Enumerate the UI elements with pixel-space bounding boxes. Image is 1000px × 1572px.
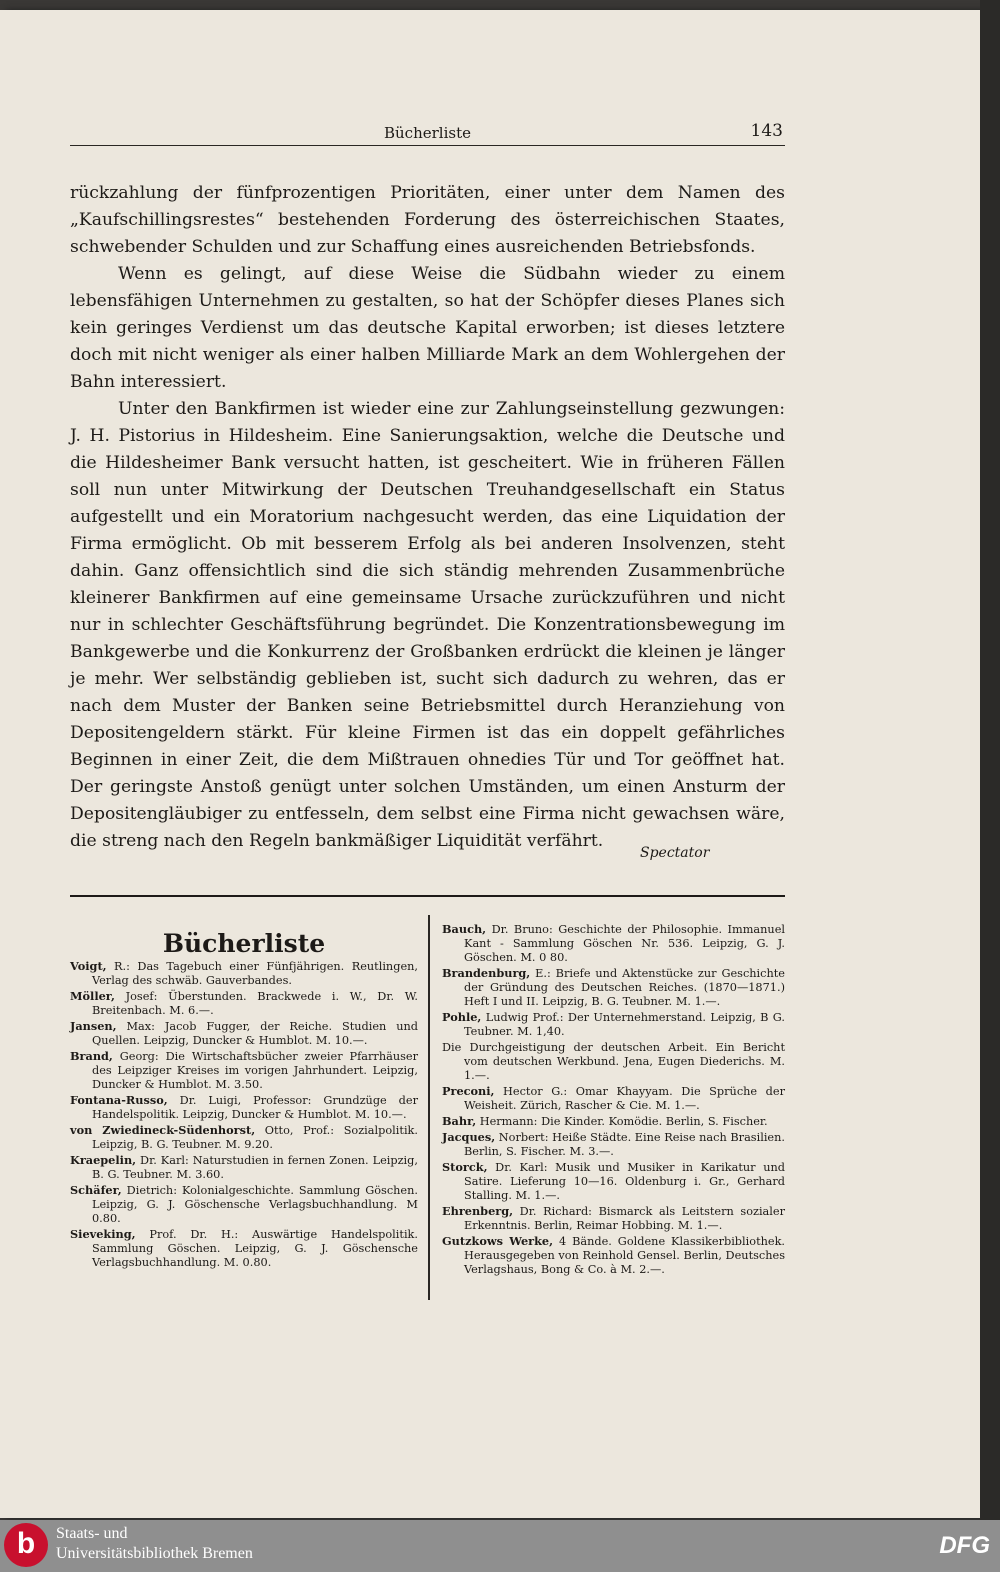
book-author: Ehrenberg, — [442, 1204, 514, 1218]
booklist-column-2 — [442, 922, 785, 1278]
running-title: Bücherliste — [384, 124, 471, 142]
book-author: Brandenburg, — [442, 966, 531, 980]
book-author: Gutzkows Werke, — [442, 1234, 554, 1248]
book-details: Hector G.: Omar Khayyam. Die Sprüche der Weisheit. Zürich, Rascher & Cie. M. 1.—. — [464, 1085, 785, 1112]
book-entry — [70, 1227, 418, 1270]
author-signature: Spectator — [640, 845, 710, 861]
book-details: Josef: Überstunden. Brackwede i. W., Dr. W. Breitenbach. M. 6.—. — [92, 990, 418, 1017]
book-entry — [70, 1123, 418, 1152]
article-body — [70, 180, 785, 855]
book-entry — [442, 1040, 785, 1083]
book-details: Georg: Die Wirtschaftsbücher zweier Pfarrhäuser des Leipziger Kreises im vorigen Jahrhundert. Leipzig, Duncker & Humblot. M. 3.50. — [92, 1050, 418, 1091]
paragraph: Unter den Bankfirmen ist wieder eine zur Zahlungseinstellung gezwungen: J. H. Pistorius in Hildesheim. Eine Sanierungsaktion, welche die Deutsche und die Hildesheimer Bank versucht hatten, ist gescheitert. Wie in früheren Fällen soll nun unter Mitwirkung der Deutschen Treuhandgesellschaft ein Status aufgestellt und ein Moratorium nachgesucht werden, das eine Liquidation der Firma ermöglicht. Ob mit besserem Erfolg als bei anderen Insolvenzen, steht dahin. Ganz offensichtlich sind die sich ständig mehrenden Zusammenbrüche kleinerer Bankfirmen auf eine gemeinsame Ursache zurückzuführen und nicht nur in schlechter Geschäftsführung begründet. Die Konzentrationsbewegung im Bankgewerbe und die Konkurrenz der Großbanken erdrückt die kleinen je länger je mehr. Wer selbständig geblieben ist, sucht sich dadurch zu wehren, das er nach dem Muster der Banken seine Betriebsmittel durch Heranziehung von Depositengeldern stärkt. Für kleine Firmen ist das ein doppelt gefährliches Beginnen in einer Zeit, die dem Mißtrauen ohnedies Tür und Tor geöffnet hat. Der geringste Anstoß genügt unter solchen Umständen, um einen Ansturm der Depositengläubiger zu entfesseln, dem selbst eine Firma nicht gewachsen wäre, die streng nach den Regeln bankmäßiger Liquidität verfährt. — [70, 399, 785, 851]
book-entry — [442, 1234, 785, 1277]
book-author: von Zwiedineck-Südenhorst, — [70, 1123, 256, 1137]
book-entry — [70, 959, 418, 988]
library-name-line1: Staats- und — [56, 1525, 128, 1542]
book-details: Otto, Prof.: Sozialpolitik. Leipzig, B. G. Teubner. M. 9.20. — [92, 1124, 418, 1151]
running-header — [70, 121, 785, 146]
book-author: Voigt, — [70, 959, 107, 973]
book-author: Pohle, — [442, 1010, 482, 1024]
book-author: Sieveking, — [70, 1227, 136, 1241]
book-entry — [70, 1019, 418, 1048]
page-number: 143 — [750, 121, 783, 141]
book-details: Die Durchgeistigung der deutschen Arbeit. Ein Bericht vom deutschen Werkbund. Jena, Eugen Diederichs. M. 1.—. — [442, 1041, 785, 1082]
book-author: Bahr, — [442, 1114, 477, 1128]
booklist-column-1 — [70, 915, 418, 1271]
scan-edge — [980, 0, 1000, 1520]
book-details: Dr. Richard: Bismarck als Leitstern sozialer Erkenntnis. Berlin, Reimar Hobbing. M. 1.—. — [464, 1205, 785, 1232]
section-divider — [70, 895, 785, 897]
scanned-page — [0, 10, 980, 1518]
paragraph: Wenn es gelingt, auf diese Weise die Südbahn wieder zu einem lebensfähigen Unternehmen zu gestalten, so hat der Schöpfer dieses Planes sich kein geringes Verdienst um das deutsche Kapital erworben; ist dieses letztere doch mit nicht weniger als einer halben Milliarde Mark an dem Wohlergehen der Bahn interessiert. — [70, 264, 785, 392]
library-logo[interactable]: b — [4, 1523, 48, 1567]
book-author: Jacques, — [442, 1130, 496, 1144]
booklist-title: Bücherliste — [162, 929, 326, 958]
library-footer — [0, 1520, 1000, 1572]
book-entry — [442, 1084, 785, 1113]
book-author: Fontana-Russo, — [70, 1093, 168, 1107]
book-details: R.: Das Tagebuch einer Fünfjährigen. Reutlingen, Verlag des schwäb. Gauverbandes. — [92, 960, 418, 987]
book-details: Max: Jacob Fugger, der Reiche. Studien und Quellen. Leipzig, Duncker & Humblot. M. 10.—. — [92, 1020, 418, 1047]
book-author: Storck, — [442, 1160, 488, 1174]
book-details: Norbert: Heiße Städte. Eine Reise nach Brasilien. Berlin, S. Fischer. M. 3.—. — [464, 1131, 785, 1158]
book-entry — [70, 989, 418, 1018]
book-author: Schäfer, — [70, 1183, 122, 1197]
book-author: Preconi, — [442, 1084, 495, 1098]
book-entry — [442, 1010, 785, 1039]
book-entry — [70, 1093, 418, 1122]
book-entry — [442, 1204, 785, 1233]
column-divider — [428, 915, 430, 1300]
book-details: Hermann: Die Kinder. Komödie. Berlin, S. Fischer. — [476, 1115, 768, 1128]
dfg-logo[interactable]: DFG — [939, 1532, 990, 1559]
paragraph: rückzahlung der fünfprozentigen Prioritäten, einer unter dem Namen des „Kaufschillingsrestes“ bestehenden Forderung des österreichischen Staates, schwebender Schulden und zur Schaffung eines ausreichenden Betriebsfonds. — [70, 183, 785, 257]
book-entry — [442, 966, 785, 1009]
book-entry — [442, 1114, 785, 1129]
book-entry — [70, 1153, 418, 1182]
library-name[interactable] — [56, 1524, 253, 1564]
book-author: Brand, — [70, 1049, 113, 1063]
book-entry — [442, 922, 785, 965]
book-author: Bauch, — [442, 922, 487, 936]
book-author: Möller, — [70, 989, 115, 1003]
book-entry — [70, 1049, 418, 1092]
book-details: E.: Briefe und Aktenstücke zur Geschichte der Gründung des Deutschen Reiches. (1870—1871.) Heft I und II. Leipzig, B. G. Teubner. M. 1.—. — [464, 967, 785, 1008]
book-details: Dietrich: Kolonialgeschichte. Sammlung Göschen. Leipzig, G. J. Göschensche Verlagsbuchhandlung. M 0.80. — [92, 1184, 418, 1225]
library-name-line2: Universitätsbibliothek Bremen — [56, 1545, 253, 1562]
book-entry — [442, 1130, 785, 1159]
book-details: Dr. Bruno: Geschichte der Philosophie. Immanuel Kant - Sammlung Göschen Nr. 536. Leipzig, G. J. Göschen. M. 0 80. — [464, 923, 785, 964]
book-entry — [442, 1160, 785, 1203]
book-details: Dr. Luigi, Professor: Grundzüge der Handelspolitik. Leipzig, Duncker & Humblot. M. 10.—. — [92, 1094, 418, 1121]
book-entry — [70, 1183, 418, 1226]
book-details: Dr. Karl: Musik und Musiker in Karikatur und Satire. Lieferung 10—16. Oldenburg i. Gr., Gerhard Stalling. M. 1.—. — [464, 1161, 785, 1202]
book-details: Dr. Karl: Naturstudien in fernen Zonen. Leipzig, B. G. Teubner. M. 3.60. — [92, 1154, 418, 1181]
book-details: 4 Bände. Goldene Klassikerbibliothek. Herausgegeben von Reinhold Gensel. Berlin, Deutsches Verlagshaus, Bong & Co. à M. 2.—. — [464, 1235, 786, 1276]
book-details: Ludwig Prof.: Der Unternehmerstand. Leipzig, B G. Teubner. M. 1,40. — [464, 1011, 785, 1038]
book-author: Jansen, — [70, 1019, 117, 1033]
book-details: Prof. Dr. H.: Auswärtige Handelspolitik. Sammlung Göschen. Leipzig, G. J. Göschensche Verlagsbuchhandlung. M. 0.80. — [92, 1228, 418, 1269]
book-author: Kraepelin, — [70, 1153, 137, 1167]
